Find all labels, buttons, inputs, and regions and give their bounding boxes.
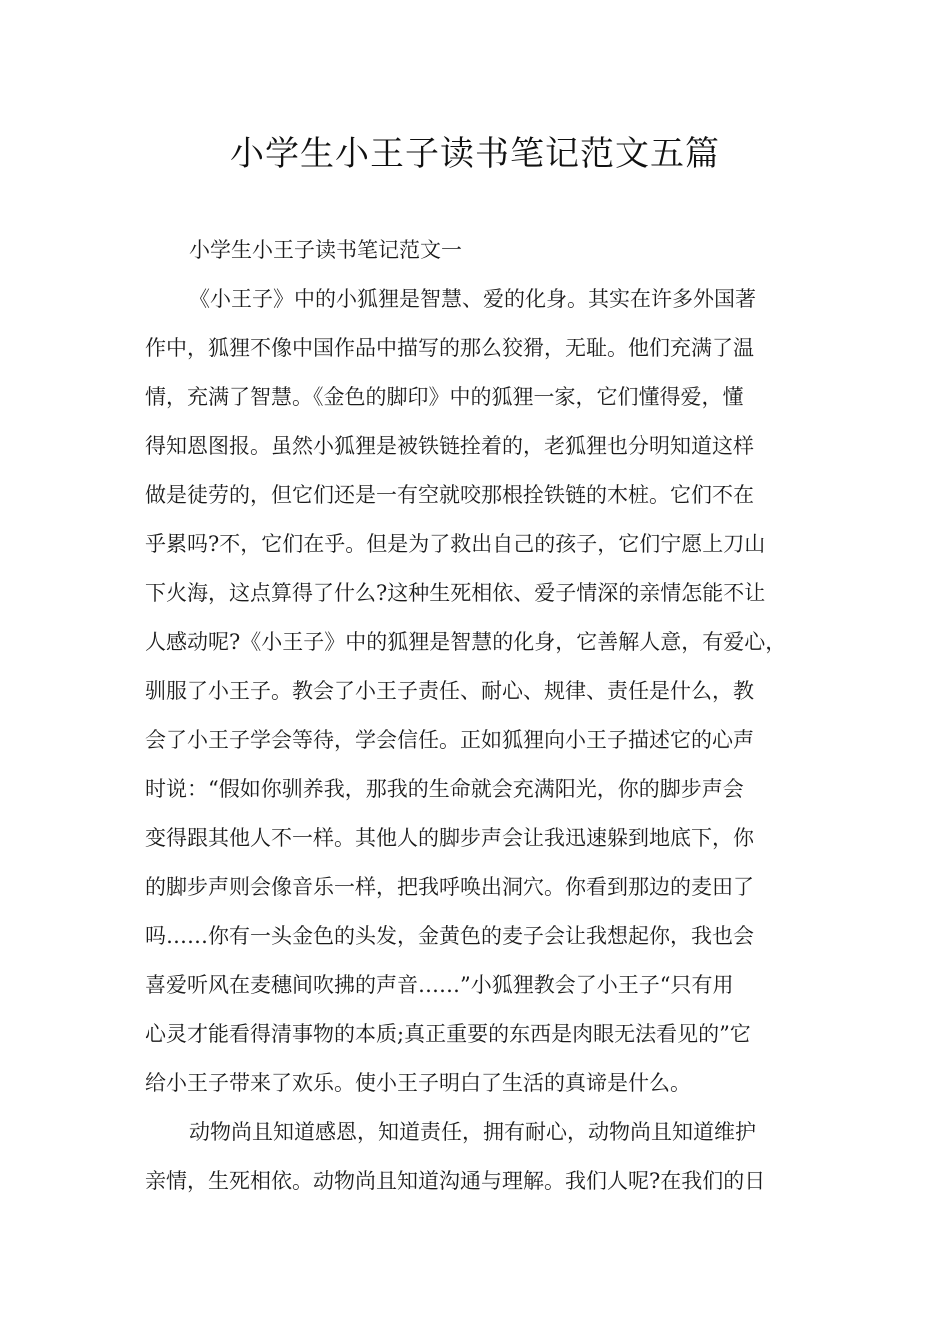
text-line: 给小王子带来了欢乐。使小王子明白了生活的真谛是什么。: [145, 1071, 691, 1095]
text-line: 心灵才能看得清事物的本质;真正重要的东西是肉眼无法看见的”它: [145, 1022, 751, 1046]
text-line: 做是徒劳的，但它们还是一有空就咬那根拴铁链的木桩。它们不在: [145, 483, 754, 507]
document-title: 小学生小王子读书笔记范文五篇: [230, 134, 720, 174]
text-line: 亲情，生死相依。动物尚且知道沟通与理解。我们人呢?在我们的日: [145, 1169, 766, 1193]
text-line: 得知恩图报。虽然小狐狸是被铁链拴着的，老狐狸也分明知道这样: [145, 434, 754, 458]
paragraph-first-line: 动物尚且知道感恩，知道责任，拥有耐心，动物尚且知道维护: [189, 1120, 756, 1144]
text-line: 乎累吗?不，它们在乎。但是为了救出自己的孩子，它们宁愿上刀山: [145, 532, 766, 556]
text-line: 的脚步声则会像音乐一样，把我呼唤出洞穴。你看到那边的麦田了: [145, 875, 754, 899]
text-line: 人感动呢?《小王子》中的狐狸是智慧的化身，它善解人意，有爱心，: [145, 630, 787, 654]
text-line: 时说：“假如你驯养我，那我的生命就会充满阳光，你的脚步声会: [145, 777, 744, 801]
text-line: 会了小王子学会等待，学会信任。正如狐狸向小王子描述它的心声: [145, 728, 754, 752]
text-line: 作中，狐狸不像中国作品中描写的那么狡猾，无耻。他们充满了温: [145, 336, 754, 360]
text-line: 吗……你有一头金色的头发，金黄色的麦子会让我想起你，我也会: [145, 924, 754, 948]
text-line: 变得跟其他人不一样。其他人的脚步声会让我迅速躲到地底下，你: [145, 826, 754, 850]
text-line: 驯服了小王子。教会了小王子责任、耐心、规律、责任是什么，教: [145, 679, 754, 703]
document-body: [145, 226, 817, 1206]
text-line: 喜爱听风在麦穗间吹拂的声音……”小狐狸教会了小王子“只有用: [145, 973, 734, 997]
text-line: 情，充满了智慧。《金色的脚印》中的狐狸一家，它们懂得爱，懂: [145, 385, 744, 409]
paragraph-first-line: 小学生小王子读书笔记范文一: [189, 238, 462, 262]
text-line: 下火海，这点算得了什么?这种生死相依、爱子情深的亲情怎能不让: [145, 581, 766, 605]
paragraph-first-line: 《小王子》中的小狐狸是智慧、爱的化身。其实在许多外国著: [189, 287, 756, 311]
